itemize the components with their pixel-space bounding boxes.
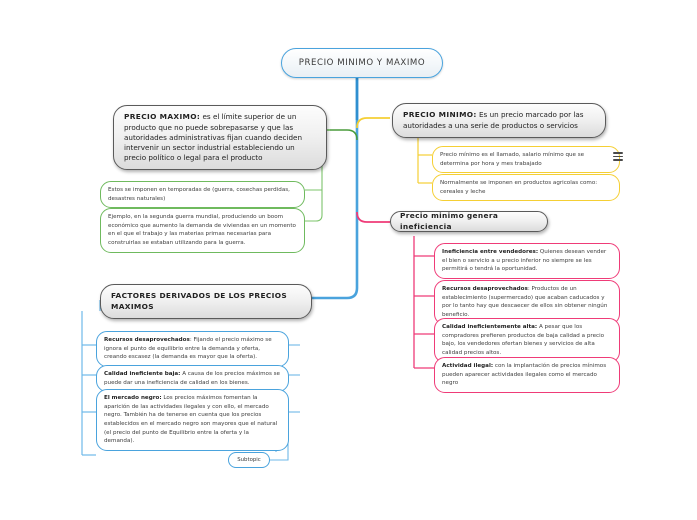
leaf-text: con la implantación de precios mínimos pueden aparecer actividades ilegales como el mercado negro <box>442 363 607 387</box>
root-label: PRECIO MINIMO Y MAXIMO <box>298 58 426 68</box>
leaf-text: Precio mínimo es el llamado, salario mínimo que se determina por hora y mes trabajado <box>440 152 585 167</box>
leaf-precio-minimo-2[interactable] <box>432 174 620 201</box>
leaf-ineficiencia-4[interactable] <box>434 357 620 393</box>
subtopic-label: Subtopic <box>237 457 261 463</box>
leaf-bold: Ineficiencia entre vendedores: <box>442 249 539 255</box>
topic-factores[interactable] <box>100 284 312 319</box>
leaf-text: A pesar que los compradores prefieren productos de baja calidad a precio bajo, los vendedores ofertan bienes y servicios de alta calidad precios altos. <box>442 324 605 356</box>
leaf-text: : Productos de un establecimiento (supermercado) que acaban caducados y por lo tanto hay que descaecer de ellos sin obtener ningún beneficio. <box>442 286 608 318</box>
leaf-factores-3[interactable] <box>96 389 289 451</box>
hamburger-bar <box>613 156 623 157</box>
leaf-text: Ejemplo, en la segunda guerra mundial, produciendo un boom económico que aumento la demanda de viviendas en un momento en el que el trabajo y las materias primas necesarias para construirlas se estaban utilizando para la guerra. <box>108 214 296 246</box>
leaf-precio-maximo-2[interactable] <box>100 208 305 253</box>
leaf-precio-maximo-1[interactable] <box>100 181 305 208</box>
hamburger-bar <box>613 159 623 160</box>
leaf-precio-minimo-1[interactable] <box>432 146 620 173</box>
topic-precio-minimo[interactable] <box>392 103 606 138</box>
precio-maximo-body: es el límite superior de un producto que no puede sobrepasarse y que las autoridades administrativas fijan cuando deciden intervenir un sector industrial estableciendo un precio político o legal para el producto <box>124 112 303 163</box>
leaf-factores-1[interactable] <box>96 331 289 367</box>
leaf-text: : Fijando el precio máximo se ignora el punto de equilibrio entre la demanda y oferta, creando escasez (la demanda es mayor que la oferta). <box>104 337 272 361</box>
root-node[interactable] <box>281 48 443 78</box>
leaf-ineficiencia-3[interactable] <box>434 318 620 363</box>
topic-precio-maximo[interactable] <box>113 105 327 170</box>
leaf-bold: Calidad ineficientemente alta: <box>442 324 538 330</box>
precio-minimo-title: PRECIO MINIMO: <box>403 110 477 119</box>
leaf-bold: Calidad ineficiente baja: <box>104 371 181 377</box>
hamburger-icon[interactable] <box>613 151 625 162</box>
factores-title: FACTORES DERIVADOS DE LOS PRECIOS MAXIMOS <box>111 291 288 311</box>
leaf-subtopic[interactable] <box>228 452 270 468</box>
precio-maximo-title: PRECIO MAXIMO: <box>124 112 201 121</box>
leaf-text: Estos se imponen en temporadas de (guerra, cosechas perdidas, desastres naturales) <box>108 187 290 202</box>
leaf-text: Los precios máximos fomentan la aparición de las actividades ilegales y con ello, el mercado negro. También ha de tenerse en cuenta que los precios establecidos en el mercado negro son mayores que el natural (el precio del punto de Equilibrio entre la oferta y la demanda). <box>104 395 278 445</box>
leaf-text: Normalmente se imponen en productos agricolas como: cereales y leche <box>440 180 598 195</box>
ineficiencia-title: Precio minimo genera ineficiencia <box>400 210 499 231</box>
leaf-bold: Actividad ilegal: <box>442 363 494 369</box>
leaf-bold: Recursos desaprovechados <box>442 286 528 292</box>
precio-minimo-body: Es un precio marcado por las autoridades a una serie de productos o servicios <box>403 110 584 130</box>
leaf-bold: El mercado negro: <box>104 395 162 401</box>
hamburger-bar <box>613 152 623 153</box>
leaf-ineficiencia-1[interactable] <box>434 243 620 279</box>
leaf-text: A causa de los precios máximos se puede dar una ineficiencia de calidad en los bienes. <box>104 371 280 386</box>
leaf-bold: Recursos desaprovechados <box>104 337 190 343</box>
leaf-text: Quienes desean vender el bien o servicio a u precio inferior no siempre se les permitirá o tendrá la oportunidad. <box>442 249 607 273</box>
topic-ineficiencia[interactable] <box>390 211 548 232</box>
